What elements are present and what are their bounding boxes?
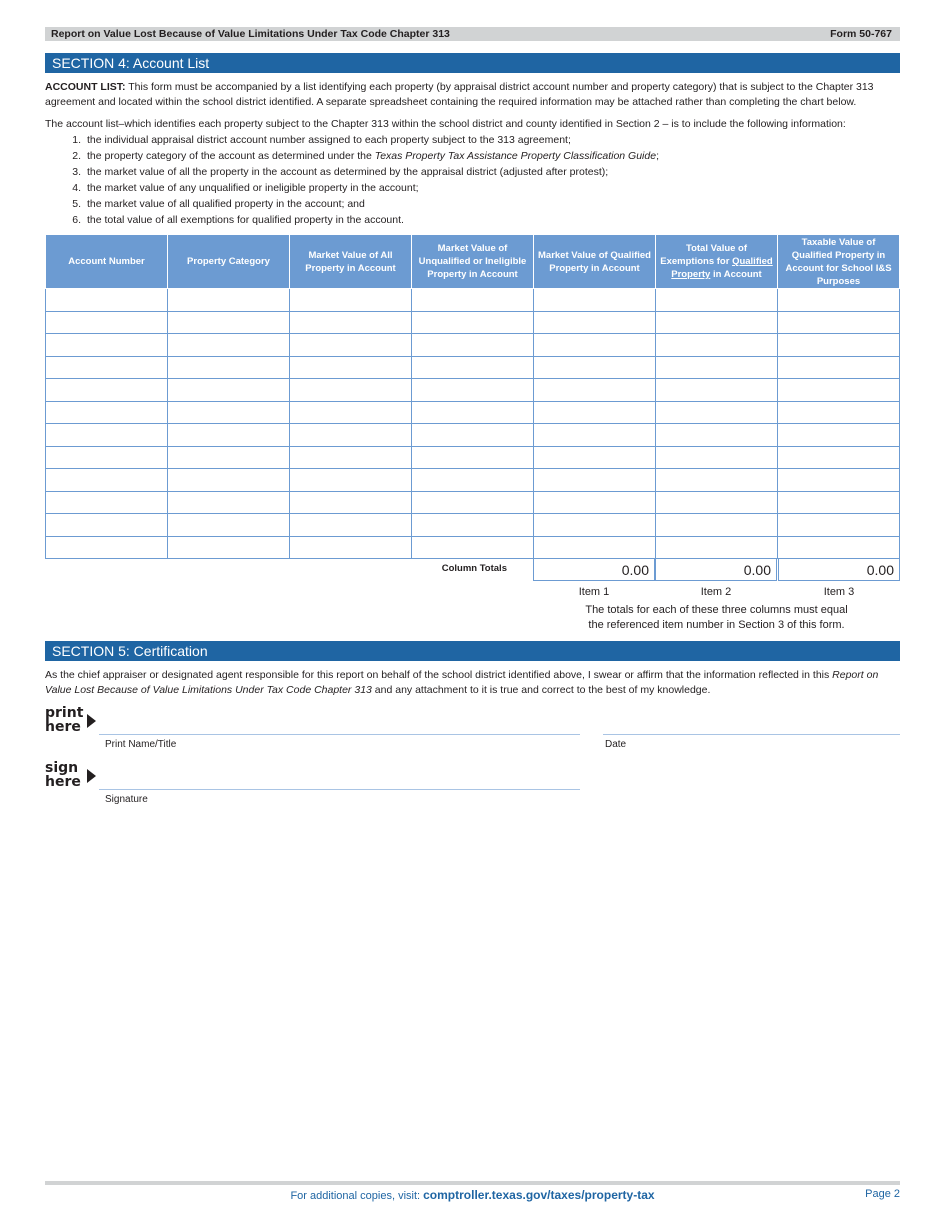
table-row: [46, 401, 900, 424]
print-name-field[interactable]: [99, 734, 580, 735]
section4-heading: SECTION 4: Account List: [45, 53, 900, 73]
list-item: 1 . the individual appraisal district account number assigned to each property subject to the 313 agreement;: [45, 132, 900, 148]
table-cell[interactable]: [46, 379, 168, 402]
totals-note-line-2: the referenced item number in Section 3 of this form.: [588, 619, 845, 631]
table-cell[interactable]: [290, 334, 412, 357]
table-cell[interactable]: [656, 379, 778, 402]
table-row: [46, 514, 900, 537]
footer-link[interactable]: comptroller.texas.gov/taxes/property-tax: [423, 1188, 655, 1202]
table-row: [46, 334, 900, 357]
table-cell[interactable]: [656, 469, 778, 492]
form-title: Report on Value Lost Because of Value Limitations Under Tax Code Chapter 313: [51, 28, 450, 40]
table-cell[interactable]: [778, 424, 900, 447]
col-property-category: Property Category: [168, 235, 290, 289]
signature-block: [45, 698, 900, 818]
table-row: [46, 311, 900, 334]
table-cell[interactable]: [46, 491, 168, 514]
signature-field[interactable]: [99, 789, 580, 790]
table-cell[interactable]: [534, 379, 656, 402]
table-cell[interactable]: [534, 401, 656, 424]
table-row: [46, 424, 900, 447]
table-cell[interactable]: [412, 289, 534, 312]
table-cell[interactable]: [412, 401, 534, 424]
table-cell[interactable]: [290, 401, 412, 424]
total-item-2[interactable]: 0.00: [655, 559, 777, 581]
table-cell[interactable]: [778, 401, 900, 424]
col-market-value-qualified: Market Value of Qualified Property in Account: [534, 235, 656, 289]
account-list-label: ACCOUNT LIST:: [45, 81, 126, 93]
table-cell[interactable]: [778, 379, 900, 402]
table-row: [46, 491, 900, 514]
date-field[interactable]: [603, 734, 900, 735]
account-list-intro: [45, 80, 900, 110]
table-cell[interactable]: [778, 446, 900, 469]
date-label: Date: [605, 739, 627, 750]
column-totals-label: Column Totals: [441, 563, 507, 574]
table-cell[interactable]: [412, 379, 534, 402]
table-cell[interactable]: [656, 536, 778, 559]
section5-heading: SECTION 5: Certification: [45, 641, 900, 661]
list-item: 5 . the market value of all qualified property in the account; and: [45, 196, 900, 212]
table-cell[interactable]: [778, 536, 900, 559]
table-cell[interactable]: [290, 536, 412, 559]
table-cell[interactable]: [168, 491, 290, 514]
col-taxable-value: Taxable Value of Qualified Property in Account for School I&S Purposes: [778, 235, 900, 289]
print-here-icon: print here: [45, 706, 83, 734]
table-cell[interactable]: [168, 469, 290, 492]
table-cell[interactable]: [168, 401, 290, 424]
column-totals-row: [45, 559, 900, 581]
table-cell[interactable]: [290, 311, 412, 334]
table-cell[interactable]: [168, 514, 290, 537]
table-cell[interactable]: [290, 356, 412, 379]
table-cell[interactable]: [412, 491, 534, 514]
table-cell[interactable]: [534, 491, 656, 514]
list-item: 6 . the total value of all exemptions for qualified property in the account.: [45, 212, 900, 228]
table-row: [46, 289, 900, 312]
table-cell[interactable]: [46, 356, 168, 379]
table-cell[interactable]: [412, 446, 534, 469]
certification-text: As the chief appraiser or designated agent responsible for this report on behalf of the school district identified above, I swear or affirm that the information reflected in this Report on Value Lost Because of Value Limitations Under Tax Code Chapter 313 and any attachment to it is true and correct to the best of my knowledge.: [45, 669, 879, 696]
table-cell[interactable]: [290, 514, 412, 537]
sign-here-icon: sign here: [45, 761, 81, 789]
account-table-body: [46, 289, 900, 559]
total-item-3[interactable]: 0.00: [778, 559, 900, 581]
table-row: [46, 379, 900, 402]
table-cell[interactable]: [778, 334, 900, 357]
table-cell[interactable]: [656, 514, 778, 537]
item-1-label: Item 1: [578, 586, 610, 598]
table-cell[interactable]: [412, 469, 534, 492]
table-cell[interactable]: [656, 401, 778, 424]
col-market-value-all: Market Value of All Property in Account: [290, 235, 412, 289]
account-list-intro-text: This form must be accompanied by a list identifying each property (by appraisal district account number and property category) that is subject to the Chapter 313 agreement and located within the school district identified. A separate spreadsheet containing the required information may be attached rather than completing the chart below.: [45, 81, 874, 108]
item-2-label: Item 2: [700, 586, 732, 598]
table-cell[interactable]: [46, 536, 168, 559]
table-cell[interactable]: [46, 334, 168, 357]
table-cell[interactable]: [290, 491, 412, 514]
form-header-bar: [45, 27, 900, 41]
table-cell[interactable]: [412, 514, 534, 537]
table-cell[interactable]: [778, 356, 900, 379]
list-item: 2 . the property category of the account as determined under the Texas Property Tax Assistance Property Classification Guide;: [45, 148, 900, 164]
table-cell[interactable]: [656, 491, 778, 514]
table-cell[interactable]: [778, 491, 900, 514]
requirements-list: [45, 132, 900, 228]
list-item: 4 . the market value of any unqualified or ineligible property in the account;: [45, 180, 900, 196]
account-list-table: [45, 234, 900, 559]
table-cell[interactable]: [534, 469, 656, 492]
table-cell[interactable]: [778, 311, 900, 334]
list-item: 3 . the market value of all the property in the account as determined by the appraisal district (adjusted after protest);: [45, 164, 900, 180]
table-cell[interactable]: [656, 446, 778, 469]
table-cell[interactable]: [168, 446, 290, 469]
table-cell[interactable]: [778, 514, 900, 537]
total-item-1[interactable]: 0.00: [533, 559, 655, 581]
col-market-value-unqualified: Market Value of Unqualified or Ineligible Property in Account: [412, 235, 534, 289]
table-cell[interactable]: [412, 311, 534, 334]
table-row: [46, 446, 900, 469]
table-cell[interactable]: [168, 379, 290, 402]
table-cell[interactable]: [168, 356, 290, 379]
table-cell[interactable]: [46, 289, 168, 312]
table-row: [46, 469, 900, 492]
table-cell[interactable]: [656, 289, 778, 312]
table-cell[interactable]: [46, 424, 168, 447]
table-cell[interactable]: [168, 424, 290, 447]
table-cell[interactable]: [46, 514, 168, 537]
table-cell[interactable]: [46, 401, 168, 424]
table-cell[interactable]: [290, 289, 412, 312]
form-number: Form 50-767: [830, 28, 892, 40]
table-cell[interactable]: [46, 311, 168, 334]
col-account-number: Account Number: [46, 235, 168, 289]
totals-note-line-1: The totals for each of these three columns must equal: [585, 604, 848, 616]
table-cell[interactable]: [168, 334, 290, 357]
footer-prefix: For additional copies, visit:: [290, 1190, 424, 1202]
page-footer: [45, 1188, 900, 1204]
table-cell[interactable]: [656, 311, 778, 334]
table-cell[interactable]: [290, 379, 412, 402]
table-cell[interactable]: [412, 536, 534, 559]
item-3-label: Item 3: [823, 586, 855, 598]
footer-divider: [45, 1181, 900, 1185]
table-cell[interactable]: [290, 469, 412, 492]
signature-label: Signature: [105, 794, 148, 805]
table-cell[interactable]: [412, 424, 534, 447]
table-cell[interactable]: [656, 334, 778, 357]
table-cell[interactable]: [46, 446, 168, 469]
table-cell[interactable]: [778, 289, 900, 312]
table-cell[interactable]: [534, 536, 656, 559]
table-row: [46, 536, 900, 559]
print-name-label: Print Name/Title: [105, 739, 177, 750]
table-row: [46, 356, 900, 379]
form-page: [45, 27, 900, 818]
table-cell[interactable]: [534, 289, 656, 312]
table-cell[interactable]: [412, 356, 534, 379]
table-cell[interactable]: [168, 536, 290, 559]
table-cell[interactable]: [534, 311, 656, 334]
table-cell[interactable]: [290, 424, 412, 447]
col-total-exemptions: Total Value of Exemptions for Qualified Property in Account: [656, 235, 778, 289]
table-cell[interactable]: [534, 446, 656, 469]
table-cell[interactable]: [290, 446, 412, 469]
table-cell[interactable]: [656, 424, 778, 447]
table-cell[interactable]: [534, 514, 656, 537]
table-cell[interactable]: [778, 469, 900, 492]
page-number: Page 2: [865, 1188, 900, 1200]
table-cell[interactable]: [656, 356, 778, 379]
table-cell[interactable]: [168, 311, 290, 334]
table-cell[interactable]: [46, 469, 168, 492]
table-cell[interactable]: [168, 289, 290, 312]
list-intro: The account list–which identifies each property subject to the Chapter 313 within the school district and county identified in Section 2 – is to include the following information:: [45, 118, 846, 130]
totals-note: [45, 603, 900, 641]
table-cell[interactable]: [412, 334, 534, 357]
table-cell[interactable]: [534, 356, 656, 379]
table-cell[interactable]: [534, 424, 656, 447]
item-labels: [45, 581, 900, 603]
table-cell[interactable]: [534, 334, 656, 357]
